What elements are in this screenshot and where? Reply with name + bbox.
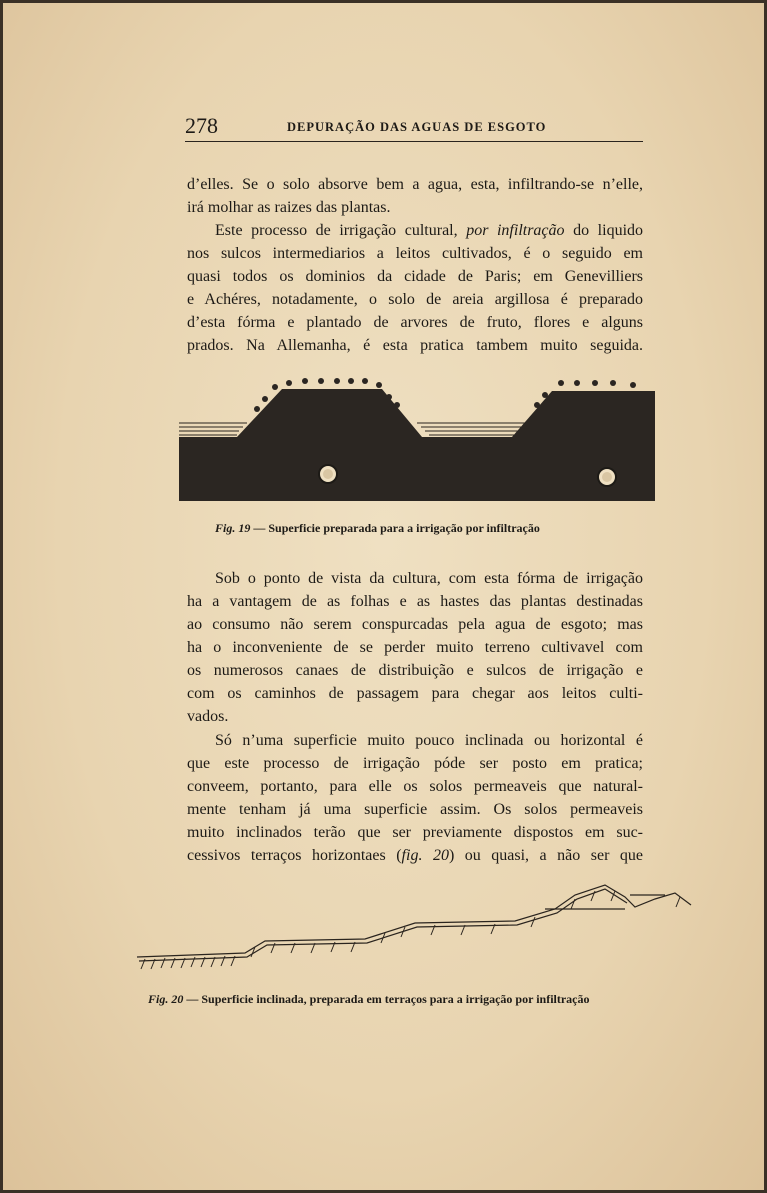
text-line: mente tenham já uma superficie assim. Os solos permeaveis: [187, 801, 643, 818]
text-line: muito inclinados terão que ser previamente dispostos em suc-: [187, 824, 643, 841]
text-line: Este processo de irrigação cultural, por infiltração do liquido: [215, 222, 644, 239]
page-header: [185, 111, 643, 142]
running-title: DEPURAÇÃO DAS AGUAS DE ESGOTO: [287, 120, 547, 134]
text-line: prados. Na Allemanha, é esta pratica tambem muito seguida.: [187, 337, 643, 354]
text-line: Sob o ponto de vista da cultura, com esta fórma de irrigação: [215, 570, 643, 587]
text-line: nos sulcos intermediarios a leitos cultivados, é o seguido em: [187, 245, 643, 262]
figure-label: Fig. 19: [215, 521, 251, 535]
paragraph-3: [187, 567, 643, 728]
text-line: irá molhar as raizes das plantas.: [187, 199, 391, 216]
paragraph-2: [187, 219, 643, 357]
text-line: d’esta fórma e plantado de arvores de fruto, flores e alguns: [187, 314, 643, 331]
text-line: quasi todos os dominios da cidade de Paris; em Genevilliers: [187, 268, 643, 285]
text-line: ha a vantagem de as folhas e as hastes das plantas destinadas: [187, 593, 643, 610]
text-line: os numerosos canaes de distribuição e sulcos de irrigação e: [187, 662, 643, 679]
text-line: Só n’uma superficie muito pouco inclinada ou horizontal é: [215, 732, 643, 749]
paragraph-1: [187, 173, 643, 219]
figure-19-caption: Fig. 19 — Superficie preparada para a irrigação por infiltração: [215, 521, 540, 535]
paragraph-4: [187, 729, 643, 867]
figure-label: Fig. 20: [148, 992, 184, 1006]
text-line: conveem, portanto, para elle os solos permeaveis que natural-: [187, 778, 643, 795]
figure-20-caption: Fig. 20 — Superficie inclinada, preparada em terraços para a irrigação por infiltração: [148, 992, 590, 1006]
text-line: e Achéres, notadamente, o solo de areia argillosa é preparado: [187, 291, 643, 308]
text-line: cessivos terraços horizontaes (fig. 20) ou quasi, a não ser que: [187, 847, 643, 864]
text-line: que este processo de irrigação póde ser posto em pratica;: [187, 755, 643, 772]
text-line: ha o inconveniente de se perder muito terreno cultivavel com: [187, 639, 643, 656]
page-number: 278: [185, 113, 218, 138]
figure-19-illustration: [177, 375, 657, 505]
text-line: vados.: [187, 708, 229, 725]
text-line: com os caminhos de passagem para chegar aos leitos culti-: [187, 685, 643, 702]
text-line: d’elles. Se o solo absorve bem a agua, esta, infiltrando-se n’elle,: [187, 176, 643, 193]
text-line: ao consumo não serem conspurcadas pela agua de esgoto; mas: [187, 616, 643, 633]
figure-20-illustration: [135, 881, 695, 971]
